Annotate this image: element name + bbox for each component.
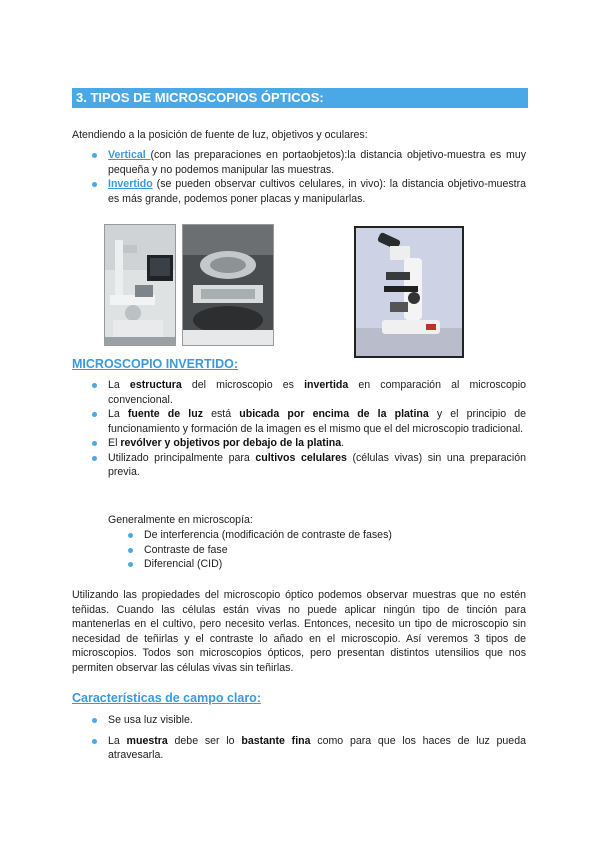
brightfield-heading: Características de campo claro: xyxy=(72,691,261,705)
list-item: Se usa luz visible. xyxy=(90,713,526,728)
section-title-bar: 3. TIPOS DE MICROSCOPIOS ÓPTICOS: xyxy=(72,88,528,108)
microscopy-types-sublist xyxy=(126,528,506,572)
list-item: Diferencial (CID) xyxy=(126,557,506,572)
inverted-features-list xyxy=(90,378,526,480)
microscope-types-list xyxy=(90,148,526,206)
term-vertical: Vertical xyxy=(108,149,151,161)
list-item: La fuente de luz está ubicada por encima de la platina y el principio de funcionamiento y formación de la imagen es el mismo que el del microscopio tradicional. xyxy=(90,407,526,436)
list-item-vertical: Vertical (con las preparaciones en portaobjetos):la distancia objetivo-muestra es muy pequeña y no podemos manipular las muestras. xyxy=(90,148,526,177)
upright-microscope-photo xyxy=(354,226,464,358)
intro-text: Atendiendo a la posición de fuente de luz, objetivos y oculares: xyxy=(72,129,368,141)
list-item-invertido: Invertido (se pueden observar cultivos celulares, in vivo): la distancia objetivo-muestra es más grande, podemos poner placas y manipularlas. xyxy=(90,177,526,206)
list-item: Contraste de fase xyxy=(126,543,506,558)
list-item: Utilizado principalmente para cultivos celulares (células vivas) sin una preparación previa. xyxy=(90,451,526,480)
general-intro-text: Generalmente en microscopía: xyxy=(108,514,253,526)
list-item: La muestra debe ser lo bastante fina como para que los haces de luz pueda atravesarla. xyxy=(90,734,526,763)
inverted-microscope-photo xyxy=(104,224,176,346)
body-paragraph: Utilizando las propiedades del microscopio óptico podemos observar muestras que no estén teñidas. Cuando las células están vivas no puede aplicar ningún tipo de tinción para mantenerlas en el cultivo, pero necesito verlas. Entonces, necesito un tipo de microscopio sin necesidad de teñirlas y el contraste lo añado en el microscopio. Así veremos 3 tipos de microscopios. Todos son microscopios ópticos, pero presentan distintos utensilios que nos permiten observar las células vivas sin teñirlas. xyxy=(72,589,526,674)
list-item: La estructura del microscopio es invertida en comparación al microscopio convencional. xyxy=(90,378,526,407)
list-item: El revólver y objetivos por debajo de la platina. xyxy=(90,436,526,451)
inverted-microscope-heading: MICROSCOPIO INVERTIDO: xyxy=(72,357,238,371)
brightfield-features-list xyxy=(90,713,526,763)
term-invertido: Invertido xyxy=(108,178,153,190)
microscope-stage-photo xyxy=(182,224,274,346)
list-item: De interferencia (modificación de contraste de fases) xyxy=(126,528,506,543)
